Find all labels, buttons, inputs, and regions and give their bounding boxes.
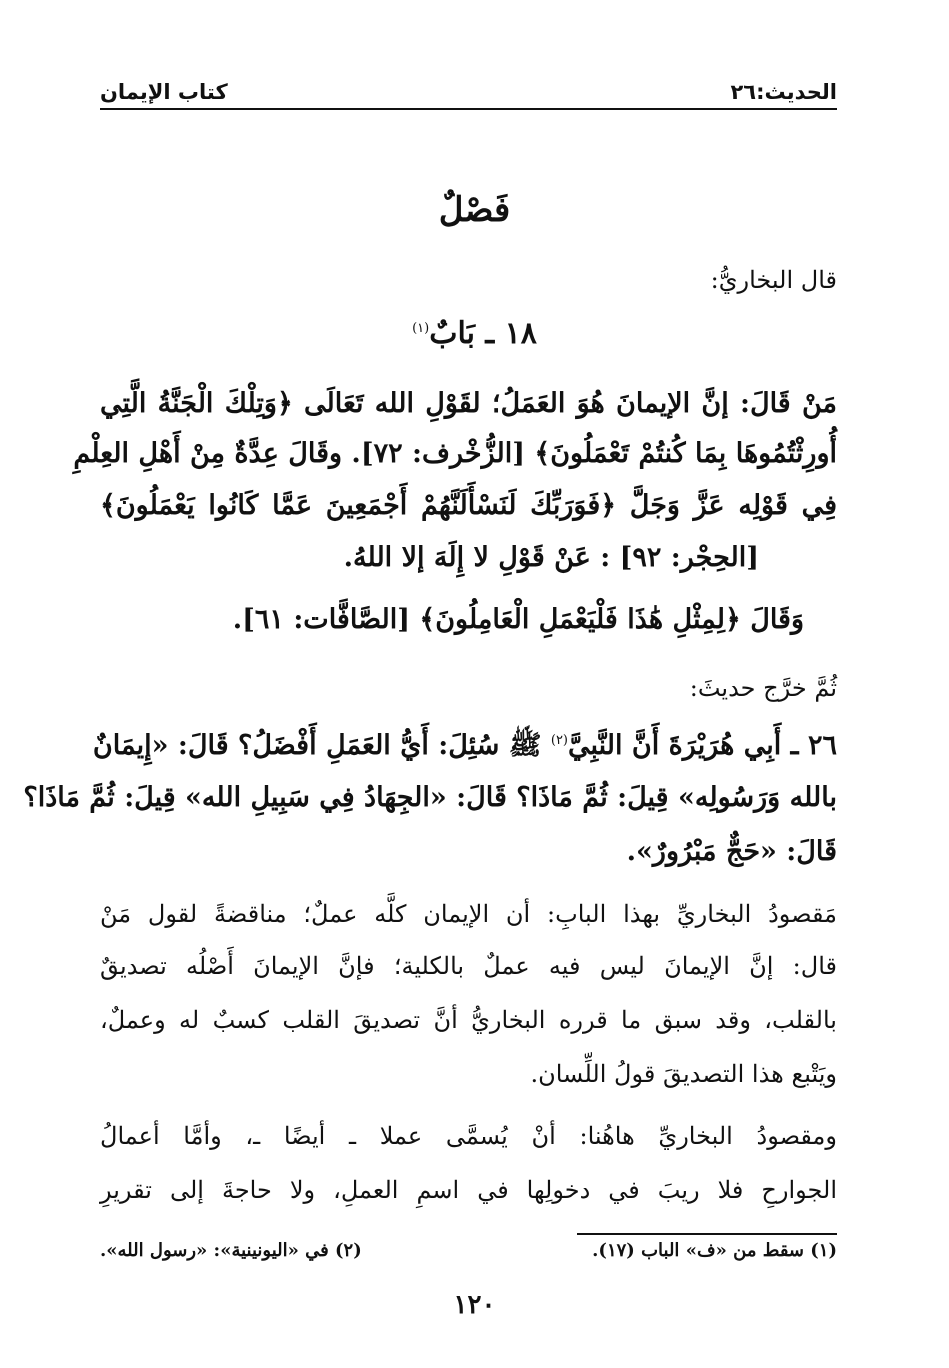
- footnotes: [100, 1240, 837, 1270]
- bab-text-line: [الحِجْر: ٩٢] : عَنْ قَوْلِ لا إِلَهَ إلا اللهُ.: [343, 542, 759, 573]
- footnote-divider: [577, 1233, 837, 1235]
- footnote-1: (١) سقط من «ف» الباب (١٧).: [592, 1240, 837, 1261]
- bab-text-line: فِي قَوْلِه عَزَّ وَجَلَّ ﴿فَوَرَبِّكَ لَنَسْأَلَنَّهُمْ أَجْمَعِينَ عَمَّا كَانُوا يَعْمَلُونَ﴾: [100, 490, 837, 521]
- commentary-line: بالقلب، وقد سبق ما قرره البخاريُّ أنَّ تصديقَ القلب كسبٌ له وعملٌ،: [100, 1006, 837, 1034]
- running-header: [100, 70, 837, 104]
- hadith-line: [92, 728, 837, 768]
- bab-footnote-mark: (١): [412, 321, 430, 336]
- section-title: فَصْلٌ: [438, 190, 511, 230]
- bab-text-line: أُورِثْتُمُوهَا بِمَا كُنتُمْ تَعْمَلُونَ﴾ [الزُّخْرف: ٧٢]. وقَالَ عِدَّةٌ مِنْ أَهْلِ العِلْمِ: [73, 438, 837, 469]
- hadith-footnote-mark: (٢): [550, 733, 568, 748]
- book-title: كتاب الإيمان: [100, 80, 228, 104]
- header-divider: [100, 108, 837, 110]
- commentary-line: مَقصودُ البخاريِّ بهذا البابِ: أن الإيمان كلَّه عملٌ؛ مناقضةً لقول مَنْ: [100, 900, 837, 928]
- commentary-line: الجوارحِ فلا ريبَ في دخولِها في اسمِ العملِ، ولا حاجةَ إلى تقريرِ: [100, 1176, 837, 1204]
- bab-text-line: مَنْ قَالَ: إنَّ الإيمانَ هُوَ العَمَلُ؛ لقَوْلِ الله تَعَالَى ﴿وَتِلْكَ الْجَنَّةُ الَّتِي: [100, 388, 837, 419]
- hadith-line: بالله وَرَسُولِه» قِيلَ: ثُمَّ مَاذَا؟ قَالَ: «الجِهَادُ فِي سَبِيلِ الله» قِيلَ: ثُمَّ مَاذَا؟: [23, 782, 837, 813]
- commentary-line: ومقصودُ البخاريِّ هاهُنا: أنْ يُسمَّى عملا ـ أيضًا ـ، وأمَّا أعمالُ: [100, 1122, 837, 1150]
- commentary-line: ويَتْبع هذا التصديقَ قولُ اللِّسان.: [530, 1060, 837, 1088]
- commentary-line: قال: إنَّ الإيمانَ ليس فيه عملٌ بالكلية؛ فإنَّ الإيمانَ أَصْلُه تصديقٌ: [100, 952, 837, 980]
- then-line: ثُمَّ خرَّج حديثَ:: [689, 674, 837, 702]
- bab-label: ١٨ ـ بَابٌ: [429, 316, 537, 351]
- bab-heading: [0, 316, 949, 351]
- intro-line: قال البخاريُّ:: [710, 266, 837, 294]
- hadith-line-start: ٢٦ ـ أَبِي هُرَيْرَةَ أَنَّ النَّبِيَّ: [568, 730, 837, 761]
- footnote-2: (٢) في «اليونينية»: «رسول الله».: [100, 1240, 362, 1261]
- bab-text-last: وَقَالَ ﴿لِمِثْلِ هَٰذَا فَلْيَعْمَلِ الْعَامِلُونَ﴾ [الصَّافَّات: ٦١].: [232, 604, 804, 635]
- hadith-line: قَالَ: «حَجٌّ مَبْرُورٌ».: [626, 836, 837, 867]
- hadith-line-end: ﷺ سُئِلَ: أَيُّ العَمَلِ أَفْضَلُ؟ قَالَ: «إِيمَانٌ: [92, 730, 542, 761]
- hadith-reference: الحديث:٢٦: [730, 80, 837, 104]
- page-number: ١٢٠: [453, 1290, 496, 1320]
